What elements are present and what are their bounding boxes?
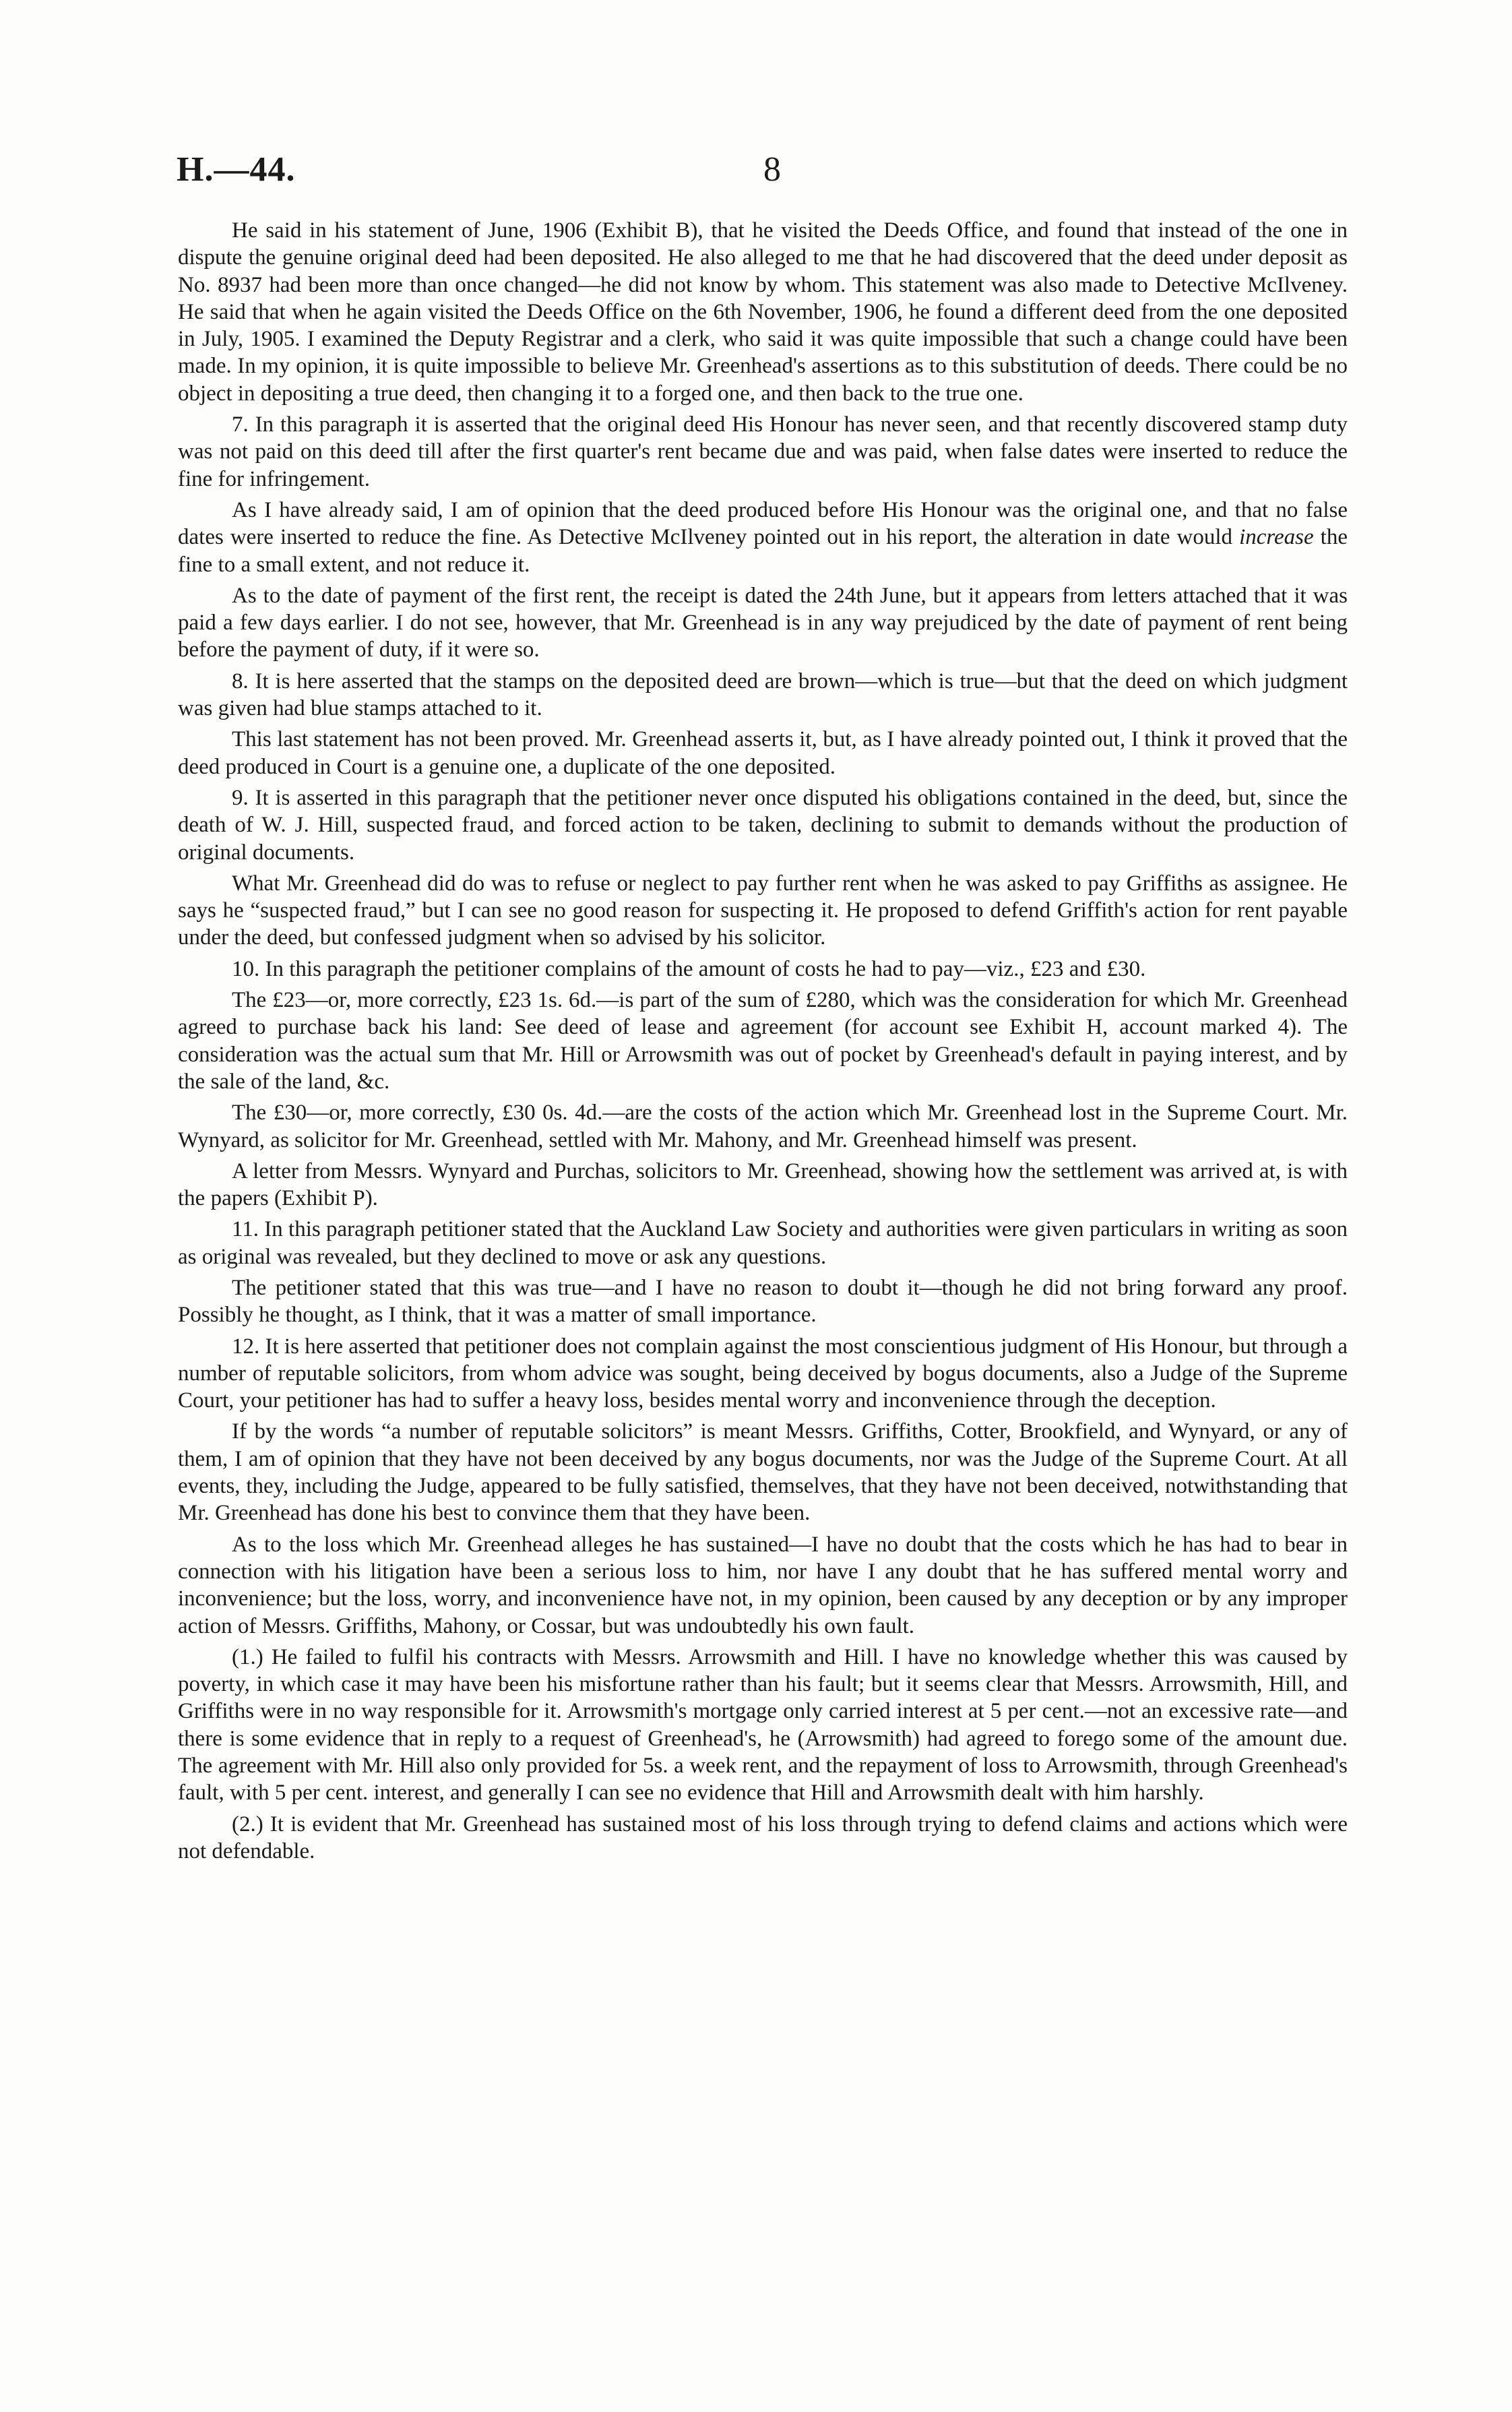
paragraph-8: 8. It is here asserted that the stamps on the deposited deed are brown—which is true—but that the deed on which judgment was given had blue stamps attached to it. <box>178 669 1348 721</box>
paragraph-8-reply: This last statement has not been proved. Mr. Greenhead asserts it, but, as I have already pointed out, I think it proved that the deed produced in Court is a genuine one, a duplicate of the one deposited. <box>178 727 1348 779</box>
paragraph-7-reply <box>178 497 1348 578</box>
paragraph-point-1: (1.) He failed to fulfil his contracts with Messrs. Arrowsmith and Hill. I have no knowledge whether this was caused by poverty, in which case it may have been his misfortune rather than his fault; but it seems clear that Messrs. Arrowsmith, Hill, and Griffiths were in no way responsible for it. Arrowsmith's mortgage only carried interest at 5 per cent.—not an excessive rate—and there is some evidence that in reply to a request of Greenhead's, he (Arrowsmith) had agreed to forego some of the amount due. The agreement with Mr. Hill also only provided for 5s. a week rent, and the repayment of loss to Arrowsmith, through Greenhead's fault, with 5 per cent. interest, and generally I can see no evidence that Hill and Arrowsmith dealt with him harshly. <box>178 1644 1348 1805</box>
paragraph-10: 10. In this paragraph the petitioner complains of the amount of costs he had to pay—viz., £23 and £30. <box>232 956 1146 981</box>
document-body <box>178 217 1348 1865</box>
paragraph-12: 12. It is here asserted that petitioner does not complain against the most conscientious judgment of His Honour, but through a number of reputable solicitors, from whom advice was sought, being deceived by bogus documents, also a Judge of the Supreme Court, your petitioner has had to suffer a heavy loss, besides mental worry and inconvenience through the deception. <box>178 1334 1348 1413</box>
paragraph-7-rent-date: As to the date of payment of the first rent, the receipt is dated the 24th June, but it appears from letters attached that it was paid a few days earlier. I do not see, however, that Mr. Greenhead is in any way prejudiced by the date of payment of rent being before the payment of duty, if it were so. <box>178 583 1348 662</box>
paragraph-7-reply-text: As I have already said, I am of opinion that the deed produced before His Honour was the original one, and that no false dates were inserted to reduce the fine. As Detective McIlveney pointed out in his report, the alteration in date would <box>178 497 1348 550</box>
paragraph-11: 11. In this paragraph petitioner stated that the Auckland Law Society and authorities were given particulars in writing as soon as original was revealed, but they declined to move or ask any questions. <box>178 1217 1348 1269</box>
paragraph-10-costs-23: The £23—or, more correctly, £23 1s. 6d.—is part of the sum of £280, which was the consideration for which Mr. Greenhead agreed to purchase back his land: See deed of lease and agreement (for account see Exhibit H, account marked 4). The consideration was the actual sum that Mr. Hill or Arrowsmith was out of pocket by Greenhead's default in paying interest, and by the sale of the land, &c. <box>178 988 1348 1094</box>
paragraph-12-solicitors: If by the words “a number of reputable solicitors” is meant Messrs. Griffiths, Cotter, Brookfield, and Wynyard, or any of them, I am of opinion that they have not been deceived by any bogus documents, nor was the Judge of the Supreme Court. At all events, they, including the Judge, appeared to be fully satisfied, themselves, that they have not been deceived, notwithstanding that Mr. Greenhead has done his best to convince them that they have been. <box>178 1419 1348 1526</box>
paragraph-12-loss: As to the loss which Mr. Greenhead alleges he has sustained—I have no doubt that the costs which he has had to bear in connection with his litigation have been a serious loss to him, nor have I any doubt that he has suffered mental worry and inconvenience; but the loss, worry, and inconvenience have not, in my opinion, been caused by any deception or by any improper action of Messrs. Griffiths, Mahony, or Cossar, but was undoubtedly his own fault. <box>178 1532 1348 1638</box>
paragraph-7-reply-text-end: the fine to a small extent, and not reduce it. <box>178 525 1348 577</box>
paragraph-10-costs-30: The £30—or, more correctly, £30 0s. 4d.—are the costs of the action which Mr. Greenhead lost in the Supreme Court. Mr. Wynyard, as solicitor for Mr. Greenhead, settled with Mr. Mahony, and Mr. Greenhead himself was present. <box>178 1101 1348 1152</box>
page-number: 8 <box>763 150 781 189</box>
paragraph-11-reply: The petitioner stated that this was true—and I have no reason to doubt it—though he did not bring forward any proof. Possibly he thought, as I think, that it was a matter of small importance. <box>178 1275 1348 1328</box>
paragraph-9: 9. It is asserted in this paragraph that the petitioner never once disputed his obligations contained in the deed, but, since the death of W. J. Hill, suspected fraud, and forced action to be taken, declining to submit to demands without the production of original documents. <box>178 785 1348 865</box>
paragraph-statement-june-1906: He said in his statement of June, 1906 (Exhibit B), that he visited the Deeds Office, and found that instead of the one in dispute the genuine original deed had been deposited. He also alleged to me that he had discovered that the deed under deposit as No. 8937 had been more than once changed—he did not know by whom. This statement was also made to Detective McIlveney. He said that when he again visited the Deeds Office on the 6th November, 1906, he found a different deed from the one deposited in July, 1905. I examined the Deputy Registrar and a clerk, who said it was quite impossible that such a change could have been made. In my opinion, it is quite impossible to believe Mr. Greenhead's assertions as to this substitution of deeds. There could be no object in depositing a true deed, then changing it to a forged one, and then back to the true one. <box>178 218 1348 406</box>
paragraph-9-reply: What Mr. Greenhead did do was to refuse or neglect to pay further rent when he was asked to pay Griffiths as assignee. He says he “suspected fraud,” but I can see no good reason for suspecting it. He proposed to defend Griffith's action for rent payable under the deed, but confessed judgment when so advised by his solicitor. <box>178 871 1348 950</box>
document-code: H.—44. <box>177 150 296 189</box>
paragraph-7: 7. In this paragraph it is asserted that the original deed His Honour has never seen, and that recently discovered stamp duty was not paid on this deed till after the first quarter's rent became due and was paid, when false dates were inserted to reduce the fine for infringement. <box>178 412 1348 491</box>
paragraph-point-2: (2.) It is evident that Mr. Greenhead has sustained most of his loss through trying to defend claims and actions which were not defendable. <box>178 1812 1348 1863</box>
paragraph-10-letter: A letter from Messrs. Wynyard and Purchas, solicitors to Mr. Greenhead, showing how the settlement was arrived at, is with the papers (Exhibit P). <box>178 1158 1348 1211</box>
emphasized-word: increase <box>1239 525 1314 550</box>
page-header <box>177 150 1322 197</box>
